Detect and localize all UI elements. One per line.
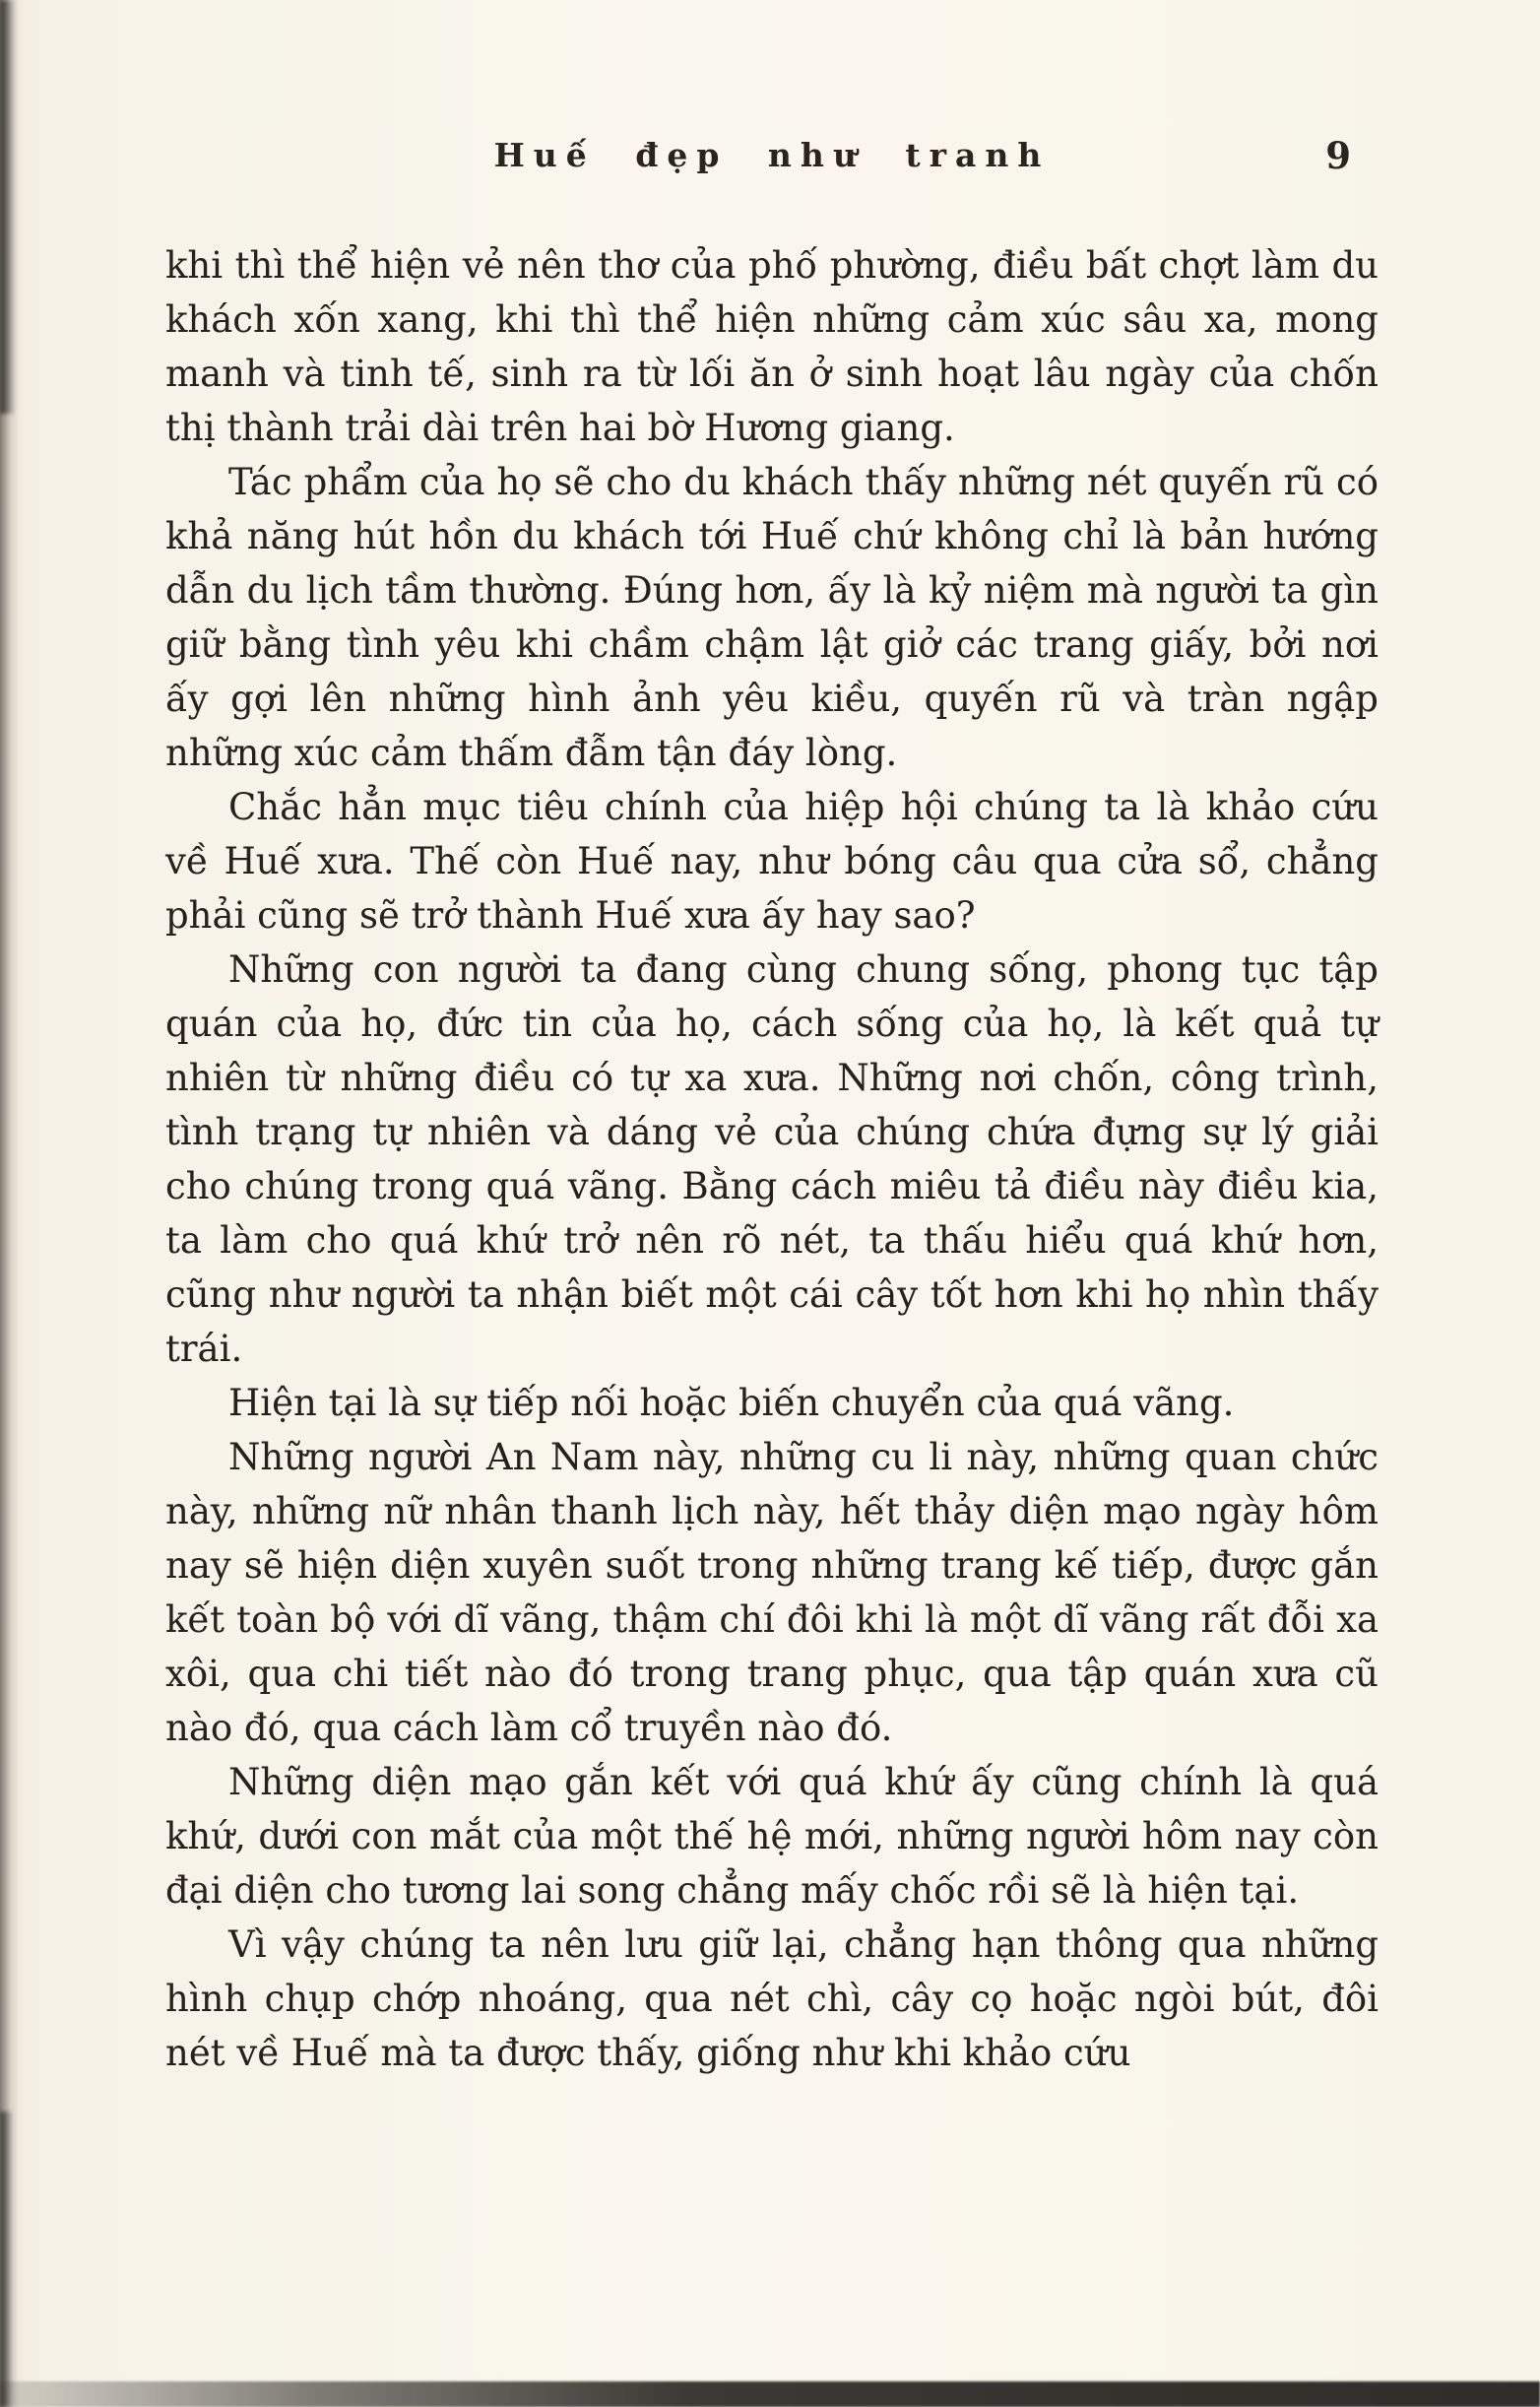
paragraph-3: Chắc hẳn mục tiêu chính của hiệp hội chúng ta là khảo cứu về Huế xưa. Thế còn Huế nay, như bóng câu qua cửa sổ, chẳng phải cũng sẽ trở thành Huế xưa ấy hay sao? [165,786,1379,937]
scan-smudge-bottom-left [0,2112,14,2407]
paragraph-8: Vì vậy chúng ta nên lưu giữ lại, chẳng hạn thông qua những hình chụp chớp nhoáng, qua nét chì, cây cọ hoặc ngòi bút, đôi nét về Huế mà ta được thấy, giống như khi khảo cứu [165,1923,1379,2074]
paragraph-4: Những con người ta đang cùng chung sống, phong tục tập quán của họ, đức tin của họ, cách sống của họ, là kết quả tự nhiên từ những điều có tự xa xưa. Những nơi chốn, công trình, tình trạng tự nhiên và dáng vẻ của chúng chứa đựng sự lý giải cho chúng trong quá vãng. Bằng cách miêu tả điều này điều kia, ta làm cho quá khứ trở nên rõ nét, ta thấu hiểu quá khứ hơn, cũng như người ta nhận biết một cái cây tốt hơn khi họ nhìn thấy trái. [165,948,1379,1370]
scan-edge-bottom [0,2381,1540,2407]
paragraph-7: Những diện mạo gắn kết với quá khứ ấy cũng chính là quá khứ, dưới con mắt của một thế hệ mới, những người hôm nay còn đại diện cho tương lai song chẳng mấy chốc rồi sẽ là hiện tại. [165,1761,1379,1912]
paragraph-1: khi thì thể hiện vẻ nên thơ của phố phường, điều bất chợt làm du khách xốn xang, khi thì thể hiện những cảm xúc sâu xa, mong manh và tinh tế, sinh ra từ lối ăn ở sinh hoạt lâu ngày của chốn thị thành trải dài trên hai bờ Hương giang. [165,244,1379,449]
text-block [165,238,1379,2080]
paragraph-6: Những người An Nam này, những cu li này, những quan chức này, những nữ nhân thanh lịch này, hết thảy diện mạo ngày hôm nay sẽ hiện diện xuyên suốt trong những trang kế tiếp, được gắn kết toàn bộ với dĩ vãng, thậm chí đôi khi là một dĩ vãng rất đỗi xa xôi, qua chi tiết nào đó trong trang phục, qua tập quán xưa cũ nào đó, qua cách làm cổ truyền nào đó. [165,1436,1379,1749]
page-number: 9 [1325,134,1351,177]
paragraph-5: Hiện tại là sự tiếp nối hoặc biến chuyển của quá vãng. [228,1382,1235,1424]
scan-edge-left [0,0,20,2407]
paragraph-2: Tác phẩm của họ sẽ cho du khách thấy những nét quyến rũ có khả năng hút hồn du khách tới Huế chứ không chỉ là bản hướng dẫn du lịch tầm thường. Đúng hơn, ấy là kỷ niệm mà người ta gìn giữ bằng tình yêu khi chầm chậm lật giở các trang giấy, bởi nơi ấy gợi lên những hình ảnh yêu kiều, quyến rũ và tràn ngập những xúc cảm thấm đẫm tận đáy lòng. [165,461,1379,774]
page-header [165,136,1379,187]
scan-smudge-top-left [0,0,16,414]
running-title: Huế đẹp như tranh [493,136,1051,174]
